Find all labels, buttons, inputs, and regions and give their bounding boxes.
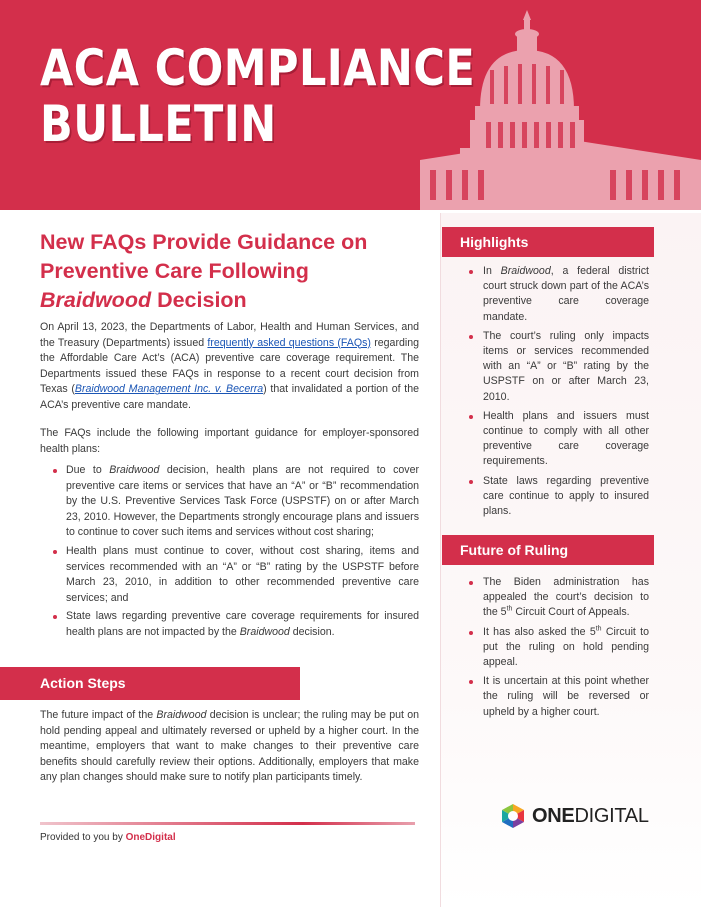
- bulletin-title-line2: BULLETIN: [40, 95, 277, 153]
- hl1-text-a: In: [483, 265, 501, 277]
- list-item: Health plans must continue to cover, without cost sharing, items and services recommended with an “A” or “B” rating by the USPSTF before March 23, 2010, in addition to other recommended preventive care services; and: [50, 544, 419, 606]
- intro-text-c: ) that invalidated a portion of the ACA’s preventive care mandate.: [40, 383, 419, 411]
- onedigital-logo: [500, 802, 660, 830]
- list-item: [50, 609, 419, 640]
- intro-paragraph: [40, 320, 419, 414]
- footer-divider: [40, 822, 415, 825]
- hl1-emphasis: Braidwood: [500, 265, 551, 277]
- bulletin-title-line1: ACA COMPLIANCE: [40, 39, 476, 97]
- bullet1-emphasis: Braidwood: [109, 464, 160, 476]
- fr1-text-a: The Biden administration has appealed the court’s decision to the 5: [483, 576, 649, 619]
- action-steps-heading: Action Steps: [0, 667, 300, 700]
- list-item: [466, 625, 649, 671]
- bullet3-text-b: decision.: [289, 625, 335, 638]
- action-text-a: The future impact of the: [40, 709, 157, 721]
- intro-text-a: On April 13, 2023, the Departments of Labor, Health and Human Services, and the Treasury (Departments) issued: [40, 321, 419, 349]
- bullet1-text-a: Due to: [66, 464, 110, 476]
- highlights-list: [466, 264, 649, 523]
- article-title: [40, 228, 440, 315]
- list-item: It is uncertain at this point whether the ruling will be reversed or upheld by a higher court.: [466, 674, 649, 720]
- list-item: [466, 575, 649, 621]
- action-text-b: decision is unclear; the ruling may be put on hold pending appeal and ultimately reversed or upheld by a higher court. In the meantime, employers that want to make changes to their preventive care benefits should carefully review their options. Additionally, employers that make any plan changes should make sure to notify plan participants timely.: [40, 709, 419, 784]
- article-title-line3: [40, 286, 440, 315]
- case-name: Braidwood Management Inc. v. Becerra: [74, 383, 264, 396]
- logo-word-bold: ONE: [532, 804, 575, 827]
- bullet3-emphasis: Braidwood: [239, 625, 290, 638]
- fr1-text-b: Circuit Court of Appeals.: [512, 606, 630, 619]
- logo-wordmark: [532, 805, 649, 828]
- guidance-intro: The FAQs include the following important guidance for employer-sponsored health plans:: [40, 427, 419, 455]
- future-of-ruling-heading: Future of Ruling: [442, 535, 654, 565]
- article-title-line1: New FAQs Provide Guidance on: [40, 230, 368, 254]
- fr1-sup: th: [506, 605, 513, 613]
- guidance-list: [50, 463, 419, 644]
- provided-brand: OneDigital: [125, 832, 176, 843]
- bulletin-title: [40, 40, 475, 152]
- list-item: [50, 463, 419, 541]
- header-banner: [0, 0, 701, 210]
- intro-text-b: regarding the Affordable Care Act’s (ACA) preventive care coverage requirement. The Departments issued these FAQs in response to a recent court decision from Texas (: [40, 336, 419, 396]
- case-link[interactable]: [75, 383, 263, 395]
- faqs-link[interactable]: frequently asked questions (FAQs): [207, 336, 371, 349]
- list-item: The court’s ruling only impacts items or services recommended with an “A” or “B” rating by the USPSTF on or after March 23, 2010.: [466, 329, 649, 405]
- article-title-end: Decision: [151, 288, 247, 312]
- capitol-building-icon: [420, 10, 701, 210]
- highlights-heading: Highlights: [442, 227, 654, 257]
- fr2-sup: th: [595, 625, 602, 633]
- action-emphasis: Braidwood: [156, 709, 207, 721]
- future-of-ruling-list: [466, 575, 649, 724]
- fr2-text-a: It has also asked the 5: [483, 625, 596, 638]
- hl1-text-b: , a federal district court struck down part of the ACA’s preventive care coverage mandate.: [483, 265, 649, 323]
- bullet1-text-b: decision, health plans are not required to cover preventive care items or services that have an “A” or “B” recommendation by the U.S. Preventive Services Task Force (USPSTF) on or after March 23, 2010. However, the Departments strongly encourage plans and issuers to continue to cover such items and services without cost sharing;: [66, 464, 419, 539]
- logo-word-rest: DIGITAL: [574, 804, 649, 827]
- list-item: State laws regarding preventive care continue to apply to insured plans.: [466, 474, 649, 520]
- onedigital-logo-icon: [500, 803, 526, 829]
- article-title-line2: Preventive Care Following: [40, 259, 309, 283]
- provided-by: [40, 832, 176, 843]
- bullet3-text-a: State laws regarding preventive care coverage requirements for insured health plans are not impacted by the: [66, 610, 419, 638]
- action-steps-paragraph: [40, 708, 419, 786]
- list-item: [466, 264, 649, 325]
- provided-prefix: Provided to you by: [40, 832, 126, 843]
- list-item: Health plans and issuers must continue to comply with all other preventive care coverage requirements.: [466, 409, 649, 470]
- fr2-text-b: Circuit to put the ruling on hold pending appeal.: [483, 625, 649, 669]
- article-title-emphasis: Braidwood: [40, 288, 152, 312]
